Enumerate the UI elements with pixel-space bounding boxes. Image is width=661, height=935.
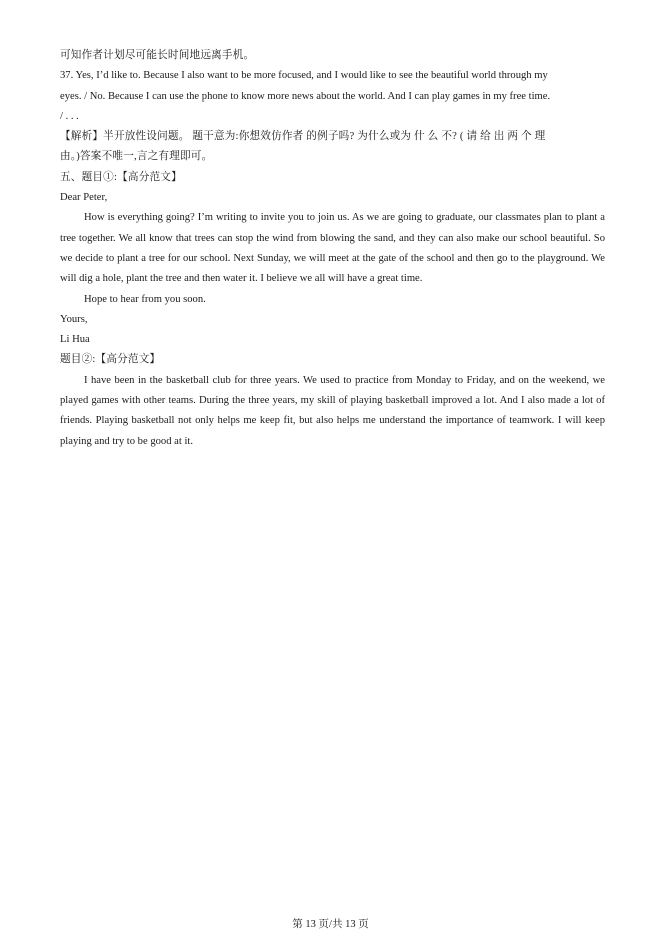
letter-greeting: Dear Peter,	[60, 192, 108, 204]
document-body	[60, 46, 605, 452]
letter-sign-off: Yours,	[60, 313, 88, 325]
question-37-answer-line-1: 37. Yes, I’d like to. Because I also want to be more focused, and I would like to see the beautiful world through my	[60, 70, 548, 82]
answer-note-line: 可知作者计划尽可能长时间地远离手机。	[60, 50, 255, 61]
question-37-answer-line-3: / . . .	[60, 110, 79, 122]
page-number-label: 第 13 页/共 13 页	[292, 919, 369, 930]
section-five-heading: 五、题目①:【高分范文】	[60, 171, 182, 183]
topic-two-heading: 题目②:【高分范文】	[60, 354, 161, 366]
essay-two-paragraph: I have been in the basketball club for three years. We used to practice from Monday to Friday, and on the weekend, we played games with other teams. During the three years, my skill of playing basketball improved a lot. And I also made a lot of friends. Playing basketball not only helps me keep fit, but also helps me understand the importance of teamwork. I will keep playing and try to be good at it.	[60, 374, 605, 447]
analysis-line-1: 【解析】半开放性设问题。 题干意为:你想效仿作者 的例子吗? 为什么或为 什 么 不? ( 请 给 出 两 个 理	[60, 131, 546, 143]
analysis-line-2: 由。)答案不唯一,言之有理即可。	[60, 151, 213, 163]
letter-signature: Li Hua	[60, 334, 90, 346]
page-footer	[0, 918, 661, 932]
letter-body-paragraph: How is everything going? I’m writing to invite you to join us. As we are going to graduate, our classmates plan to plant a tree together. We all know that trees can stop the wind from blowing the sand, and they can also make our school beautiful. So we decide to plant a tree for our school. Next Sunday, we will meet at the gate of the school and then go to the playground. We will dig a hole, plant the tree and then water it. I believe we all will have a great time.	[60, 212, 605, 285]
letter-closing-line: Hope to hear from you soon.	[84, 293, 206, 305]
question-37-answer-line-2: eyes. / No. Because I can use the phone to know more news about the world. And I can play games in my free time.	[60, 90, 551, 102]
